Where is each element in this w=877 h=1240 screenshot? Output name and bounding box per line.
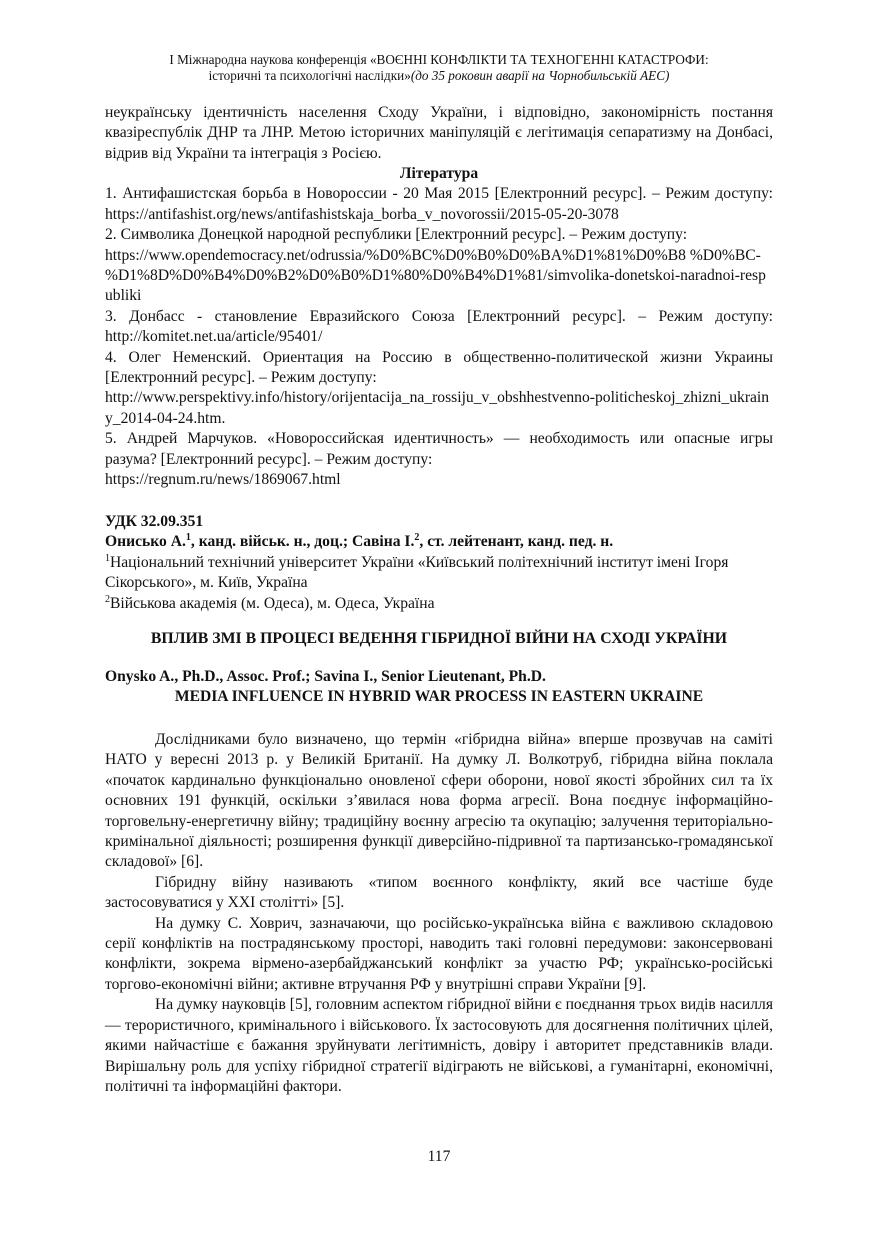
header-subtitle: історичні та психологічні наслідки» — [208, 68, 411, 83]
body-paragraph: На думку науковців [5], головним аспектом гібридної війни є поєднання трьох видів насилля — терористичного, кримінального і військового. Їх застосовують для досягнення політичних цілей, якими найчастіше є бажання зруйнувати легітимність, довіру і авторитет представників влади. Вирішальну роль для успіху гібридної стратегії відіграють не військові, а гуманітарні, економічні, політичні та інформаційні фактори. — [105, 996, 773, 1095]
body-paragraph: На думку С. Ховрич, зазначаючи, що російсько-українська війна є важливою складовою серії конфліктів на пострадянському просторі, наводить такі головні передумови: законсервовані конфлікти, зокрема вірмено-азербайджанський конфлікт за участю РФ; українсько-російські торгово-економічні війни; активне втручання РФ у внутрішні справи України [9]. — [105, 914, 773, 993]
affiliation-sup: 1 — [105, 552, 110, 564]
running-header — [105, 52, 773, 84]
affiliation-sup: 2 — [105, 593, 110, 605]
header-line-2 — [105, 68, 773, 84]
affiliation-2 — [105, 594, 773, 614]
author-1: Онисько А. — [105, 533, 186, 551]
reference-item — [105, 225, 773, 307]
udk-code: УДК 32.09.351 — [105, 513, 204, 530]
article-metadata — [105, 512, 773, 614]
author-1-sup: 1 — [185, 532, 191, 544]
article-title-en: MEDIA INFLUENCE IN HYBRID WAR PROCESS IN EASTERN UKRAINE — [174, 688, 704, 706]
article-body — [105, 730, 773, 1097]
authors-en: Onysko A., Ph.D., Assoc. Prof.; Savina I., Senior Lieutenant, Ph.D. — [105, 668, 546, 685]
affiliation-text: Військова академія (м. Одеса), м. Одеса, Україна — [110, 594, 435, 612]
header-subtitle-italic: (до 35 роковин аварії на Чорнобильській АЕС) — [410, 68, 670, 83]
reference-item — [105, 429, 773, 490]
body-paragraph: Дослідниками було визначено, що термін «гібридна війна» вперше прозвучав на саміті НАТО у вересні 2013 р. у Великій Британії. На думку Л. Волкотруб, гібридна війна поклала «початок кардинально функціонально оновленої сфери оборони, нової якості збройних сил та їх основних 191 функцій, оскільки з’явилася нова форма агресії. Вона поєднує інформаційно-торговельну-енергетичну війну; традиційну воєнну агресію та окупацію; залучення територіально-кримінальної діяльності; розширення функції диверсійно-підривної та партизансько-громадянської складової» [6]. — [105, 731, 773, 871]
reference-link[interactable]: http://www.perspektivy.info/history/orijentacija_na_rossiju_v_obshhestvenno-politicheskoj_zhizni_ukrainy_2014-04-24.htm. — [105, 389, 770, 427]
references-section — [105, 164, 773, 491]
author-2-sup: 2 — [414, 532, 420, 544]
authors-line — [105, 532, 773, 552]
reference-item: 3. Донбасс - становление Евразийского Союза [Електронний ресурс]. – Режим доступу: http://komitet.net.ua/article/95401/ — [105, 307, 773, 346]
reference-link[interactable]: https://regnum.ru/news/1869067.html — [105, 471, 341, 489]
intro-section — [105, 103, 773, 164]
author-2-credentials: , ст. лейтенант, канд. пед. н. — [419, 533, 614, 551]
affiliation-1 — [105, 553, 773, 594]
affiliation-text: Національний технічний університет України «Київський політехнічний інститут імені Ігоря Сікорського», м. Київ, Україна — [105, 553, 729, 592]
reference-text: 2. Символика Донецкой народной республики [Електронний ресурс]. – Режим доступу: — [105, 226, 688, 244]
reference-item: 1. Антифашистская борьба в Новороссии - 20 Мая 2015 [Електронний ресурс]. – Режим доступу: https://antifashist.org/news/antifashistskaja_borba_v_novorossii/2015-05-20-3078 — [105, 185, 773, 223]
reference-text: 5. Андрей Марчуков. «Новороссийская идентичность» — необходимость или опасные игры разума? [Електронний ресурс]. – Режим доступу: — [105, 430, 773, 468]
reference-text: 4. Олег Неменский. Ориентация на Россию в общественно-политической жизни Украины [Електронний ресурс]. – Режим доступу: — [105, 348, 773, 387]
body-paragraph: Гібридну війну називають «типом воєнного конфлікту, який все частіше буде застосовуватися у ХХІ столітті» [5]. — [105, 873, 773, 912]
references-heading: Література — [399, 165, 479, 182]
page-number: 117 — [427, 1148, 451, 1165]
reference-link[interactable]: https://www.opendemocracy.net/odrussia/%D0%BC%D0%B0%D0%BA%D1%81%D0%B8 %D0%BC-%D1%8D%D0%B4%D0%B2%D0%B0%D1%80%D0%B4%D1%81/simvolika-donetskoi-naradnoi-respubliki — [105, 246, 766, 305]
reference-item — [105, 348, 773, 430]
header-line-1: І Міжнародна наукова конференція «ВОЄННІ КОНФЛІКТИ ТА ТЕХНОГЕННІ КАТАСТРОФИ: — [169, 52, 709, 67]
author-1-credentials: , канд. військ. н., доц.; Савіна І. — [190, 533, 415, 551]
english-title-section — [105, 667, 773, 708]
title-section — [105, 630, 773, 648]
article-title-uk: ВПЛИВ ЗМІ В ПРОЦЕСІ ВЕДЕННЯ ГІБРИДНОЇ ВІЙНИ НА СХОДІ УКРАЇНИ — [150, 630, 728, 647]
intro-paragraph: неукраїнську ідентичність населення Сходу України, і відповідно, закономірність постання квазіреспублік ДНР та ЛНР. Метою історичних маніпуляцій є легітимація сепаратизму на Донбасі, відрив від України та інтеграція з Росією. — [105, 104, 773, 162]
